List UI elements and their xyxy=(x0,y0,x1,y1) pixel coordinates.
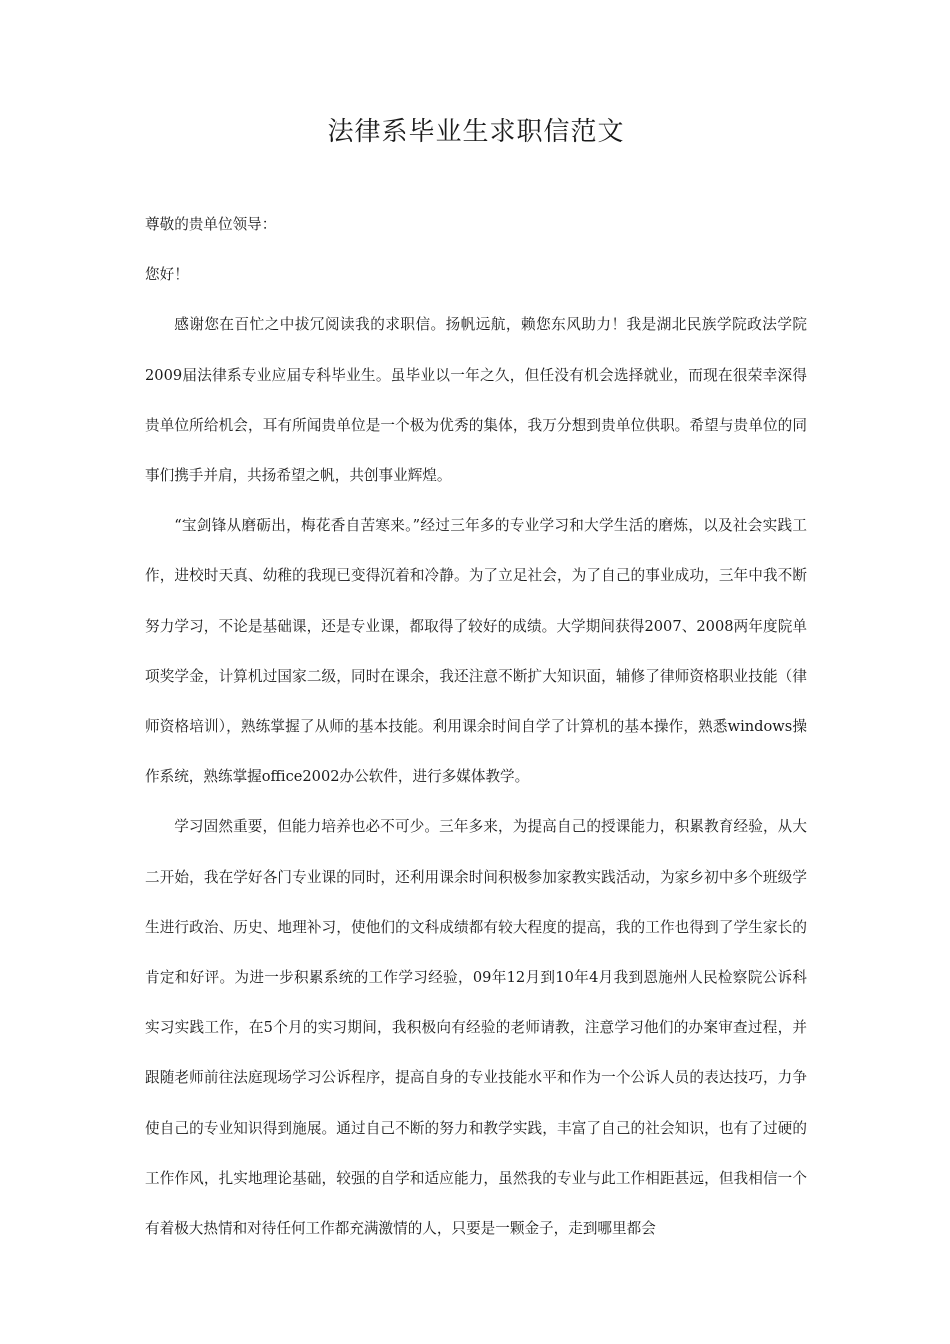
document-title: 法律系毕业生求职信范文 xyxy=(327,117,625,147)
paragraph-intro: 感谢您在百忙之中拔冗阅读我的求职信。扬帆远航，赖您东风助力！我是湖北民族学院政法学院2009届法律系专业应届专科毕业生。虽毕业以一年之久，但任没有机会选择就业，而现在很荣幸深得贵单位所给机会，耳有所闻贵单位是一个极为优秀的集体，我万分想到贵单位供职。希望与贵单位的同事们携手并肩，共扬希望之帆，共创事业辉煌。 xyxy=(145,316,807,485)
letter-body xyxy=(145,200,807,1254)
greeting: 您好！ xyxy=(145,266,189,284)
paragraph-study: “宝剑锋从磨砺出，梅花香自苦寒来。”经过三年多的专业学习和大学生活的磨炼，以及社会实践工作，进校时天真、幼稚的我现已变得沉着和冷静。为了立足社会，为了自己的事业成功，三年中我不断努力学习，不论是基础课，还是专业课，都取得了较好的成绩。大学期间获得2007、2008两年度院单项奖学金，计算机过国家二级，同时在课余，我还注意不断扩大知识面，辅修了律师资格职业技能（律师资格培训），熟练掌握了从师的基本技能。利用课余时间自学了计算机的基本操作，熟悉windows操作系统，熟练掌握office2002办公软件，进行多媒体教学。 xyxy=(145,517,807,786)
paragraph-experience: 学习固然重要，但能力培养也必不可少。三年多来，为提高自己的授课能力，积累教育经验，从大二开始，我在学好各门专业课的同时，还利用课余时间积极参加家教实践活动，为家乡初中多个班级学生进行政治、历史、地理补习，使他们的文科成绩都有较大程度的提高，我的工作也得到了学生家长的肯定和好评。为进一步积累系统的工作学习经验，09年12月到10年4月我到恩施州人民检察院公诉科实习实践工作，在5个月的实习期间，我积极向有经验的老师请教，注意学习他们的办案审查过程，并跟随老师前往法庭现场学习公诉程序，提高自身的专业技能水平和作为一个公诉人员的表达技巧，力争使自己的专业知识得到施展。通过自己不断的努力和教学实践，丰富了自己的社会知识，也有了过硬的工作作风，扎实地理论基础，较强的自学和适应能力，虽然我的专业与此工作相距甚远，但我相信一个有着极大热情和对待任何工作都充满激情的人，只要是一颗金子，走到哪里都会 xyxy=(145,818,807,1238)
salutation: 尊敬的贵单位领导： xyxy=(145,216,277,233)
